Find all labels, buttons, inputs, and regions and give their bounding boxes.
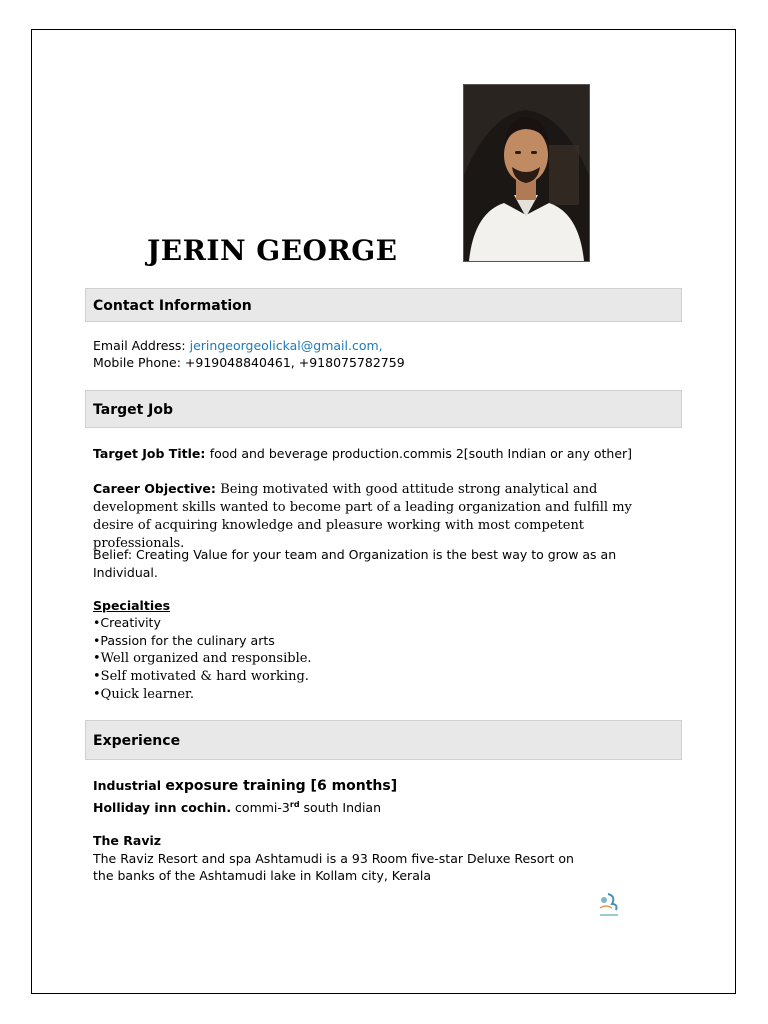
employer-line — [93, 796, 381, 816]
role-superscript: rd — [289, 800, 300, 809]
belief-text: Belief: Creating Value for your team and Organization is the best way to grow as an Individual. — [93, 547, 617, 580]
specialty-item: •Creativity — [93, 615, 161, 630]
company-description-line: the banks of the Ashtamudi lake in Kollam city, Kerala — [93, 868, 431, 883]
training-label: Industrial — [93, 778, 166, 793]
email-line — [93, 337, 383, 354]
specialties-heading-label: Specialties — [93, 598, 171, 613]
employer-name: Holliday inn cochin. — [93, 800, 232, 816]
career-objective-label: Career Objective: — [93, 481, 221, 496]
training-line — [93, 777, 397, 795]
role-suffix: south Indian — [299, 800, 381, 816]
profile-photo — [463, 84, 590, 262]
section-contact-heading: Contact Information — [85, 288, 682, 322]
specialty-item: •Quick learner. — [93, 687, 194, 702]
company-name: The Raviz — [93, 833, 162, 848]
phone-value: +919048840461, +918075782759 — [184, 355, 405, 370]
section-target-heading: Target Job — [85, 390, 682, 428]
email-label: Email Address: — [93, 338, 190, 353]
candidate-name: JERIN GEORGE — [147, 234, 398, 267]
target-title-line — [93, 445, 632, 462]
role-prefix: commi-3 — [231, 800, 290, 816]
resort-logo-icon — [590, 890, 630, 920]
specialty-item: •Self motivated & hard working. — [93, 669, 309, 684]
phone-line — [93, 354, 405, 371]
specialty-item: •Well organized and responsible. — [93, 651, 312, 666]
email-link[interactable]: jeringeorgeolickal@gmail.com, — [189, 338, 383, 353]
career-objective — [93, 480, 653, 552]
company-description-line: The Raviz Resort and spa Ashtamudi is a 93 Room five-star Deluxe Resort on — [93, 851, 574, 866]
target-title-label: Target Job Title: — [93, 446, 210, 461]
section-experience-heading: Experience — [85, 720, 682, 760]
training-value: exposure training [6 months] — [165, 778, 398, 794]
specialties-heading — [93, 597, 170, 614]
target-title-value: food and beverage production.commis 2[south Indian or any other] — [209, 446, 633, 461]
specialty-item: •Passion for the culinary arts — [93, 633, 275, 648]
career-objective-value: Being motivated with good attitude strong analytical and development skills wanted to become part of a leading organization and fulfill my desire of acquiring knowledge and pleasure working with most competent professionals. — [93, 482, 632, 551]
phone-label: Mobile Phone: — [93, 355, 185, 370]
